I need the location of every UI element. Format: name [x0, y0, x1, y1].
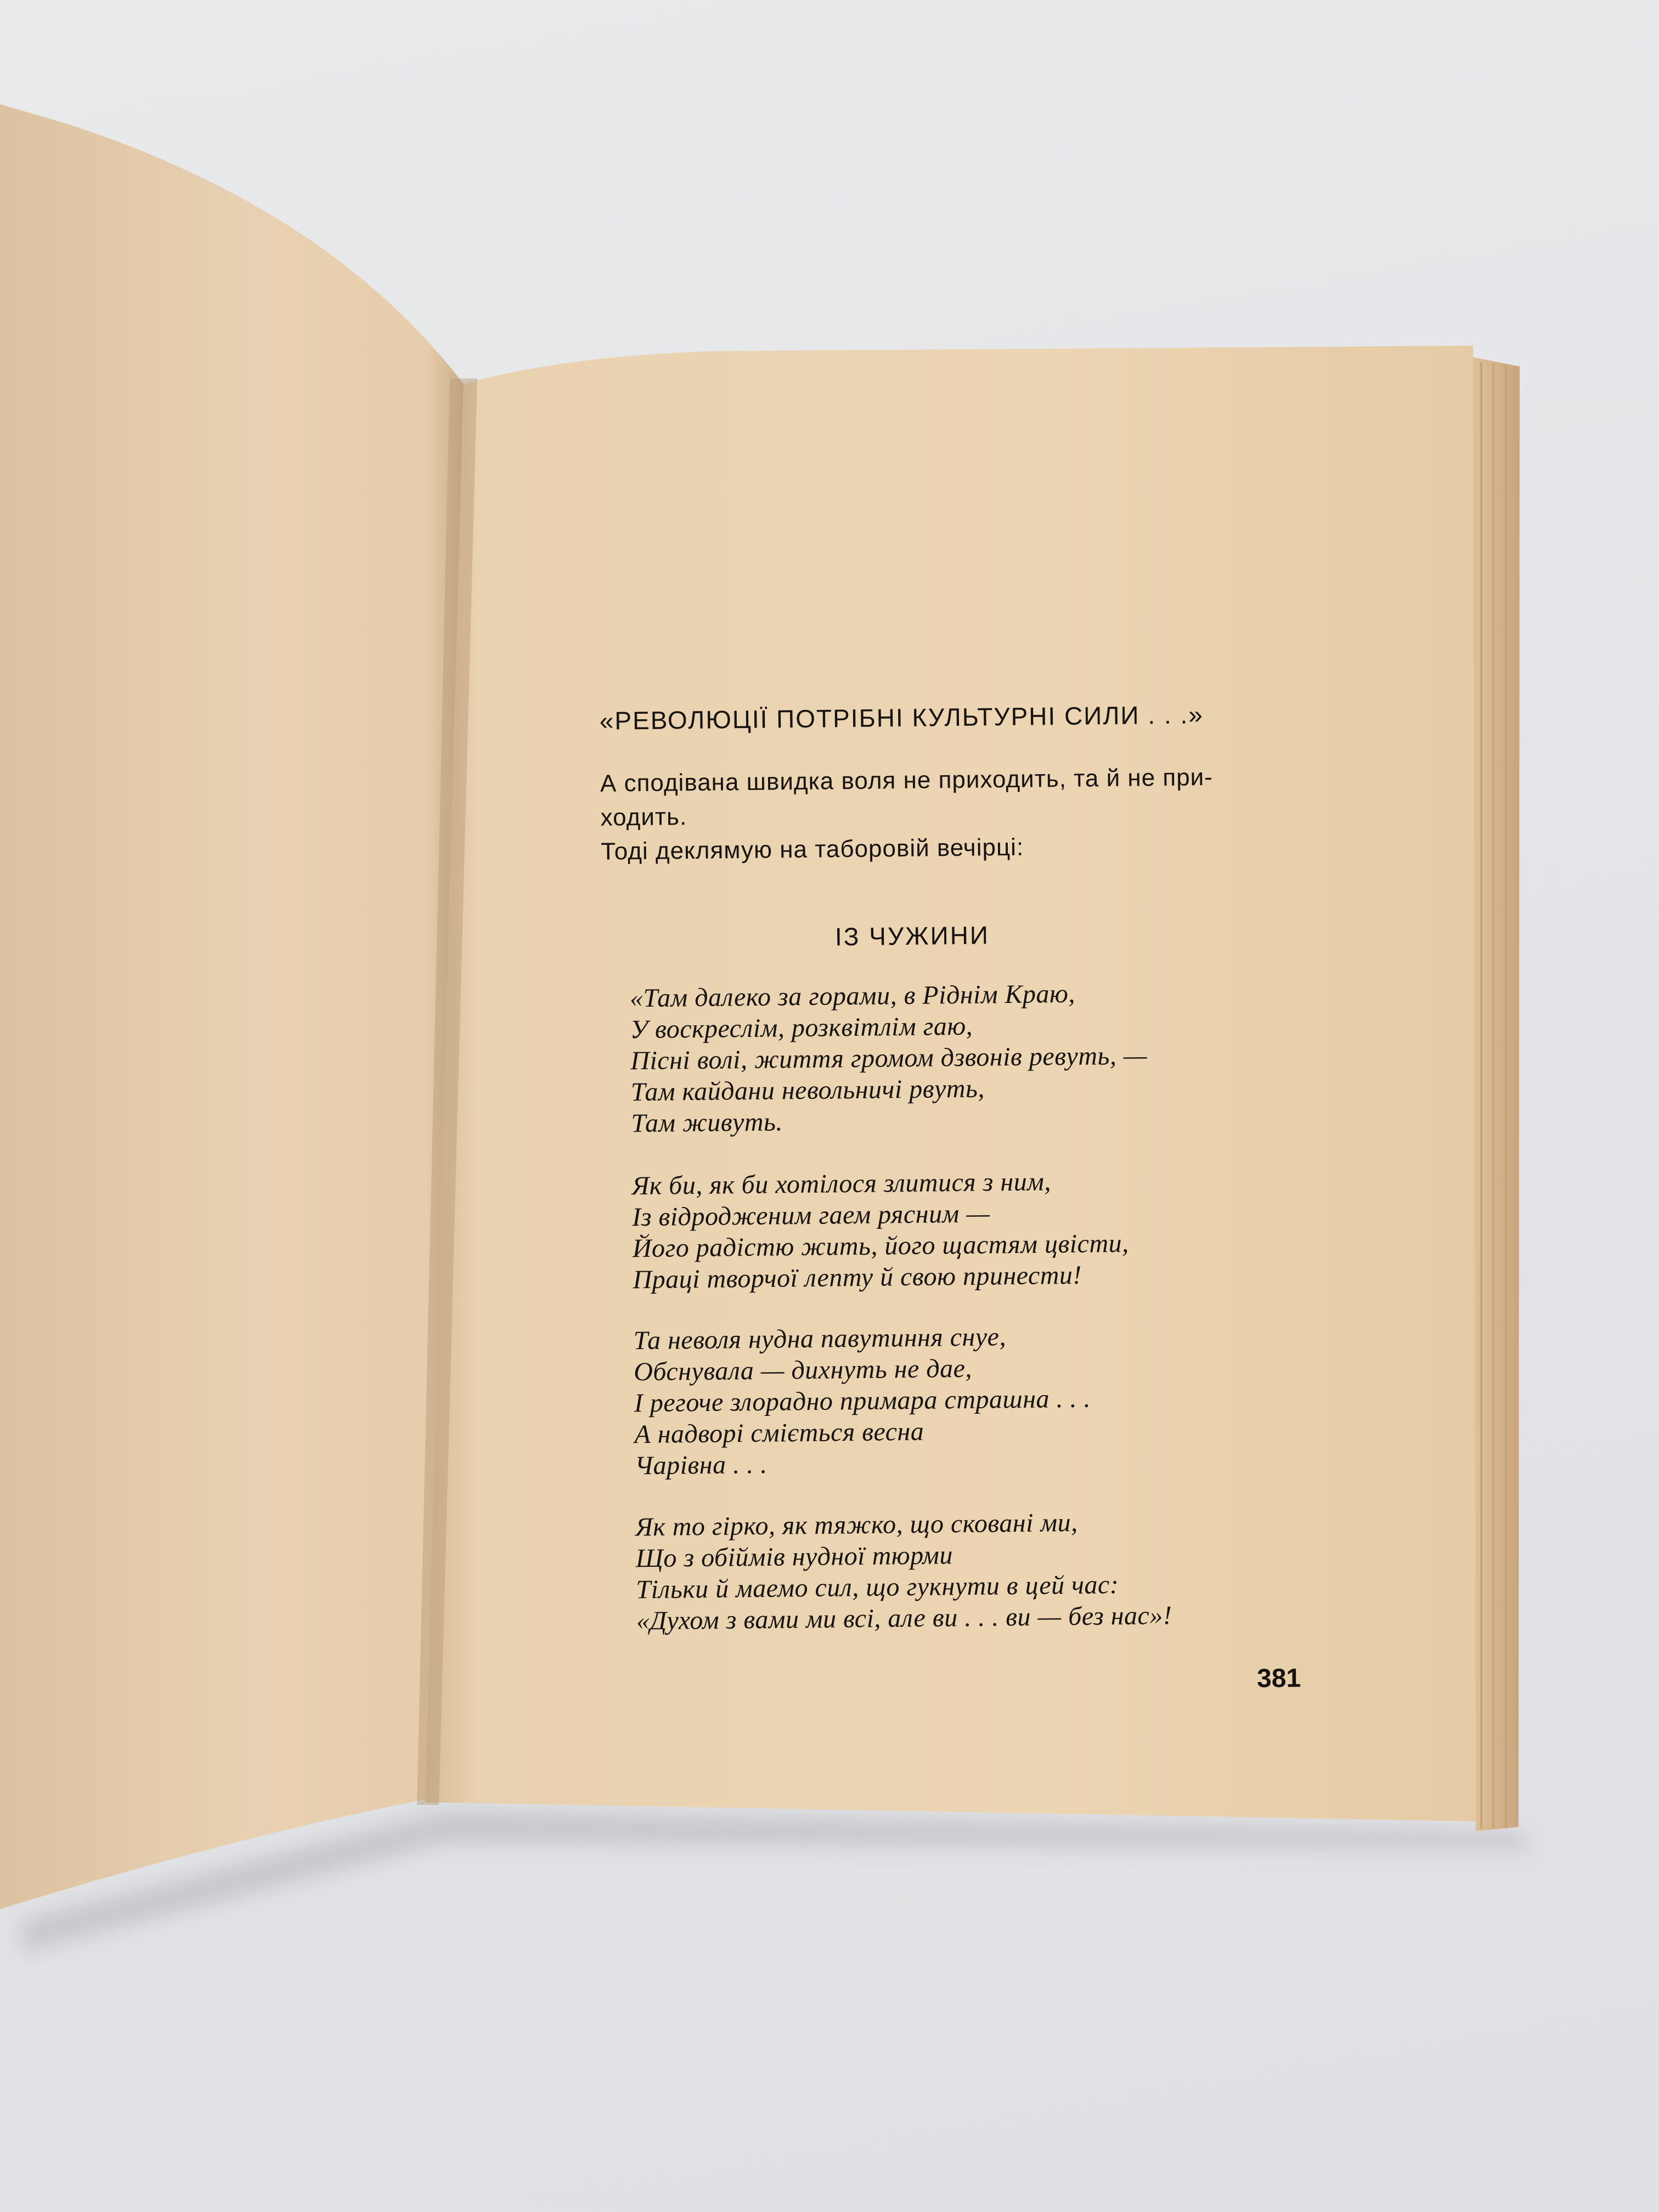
poem-line: А надворі сміється весна [634, 1417, 924, 1449]
prose-line: ходить. [600, 803, 687, 831]
poem-line: Пісні волі, життя громом дзвонів ревуть, — [630, 1041, 1148, 1076]
poem-line: Чарівна . . . [634, 1449, 768, 1481]
prose-line: Тоді деклямую на таборовій вечірці: [601, 833, 1024, 865]
poem-line: Праці творчої лепту й свою принести! [633, 1260, 1082, 1295]
poem-line: Його радістю жить, його щастям цвісти, [632, 1228, 1129, 1263]
poem-line: І регоче злорадно примара страшна . . . [634, 1384, 1091, 1418]
poem-line: Там живуть. [631, 1107, 783, 1138]
poem-line: Тільки й маемо сил, що гукнути в цей час: [636, 1570, 1119, 1605]
poem-line: Та неволя нудна павутиння снуе, [633, 1322, 1007, 1356]
chapter-heading: «РЕВОЛЮЦІЇ ПОТРІБНІ КУЛЬТУРНІ СИЛИ . . .» [599, 700, 1204, 735]
poem-line: Обснувала — дихнуть не дае, [633, 1353, 973, 1387]
poem-line: Як то гірко, як тяжко, що сковані ми, [635, 1508, 1078, 1542]
prose-line: А сподівана швидка воля не приходить, та й не при- [600, 764, 1214, 797]
poem-line: Із відродженим гаем рясним — [631, 1199, 990, 1232]
poem-line: Як би, як би хотілося злитися з ним, [631, 1167, 1052, 1201]
poem-line: У воскреслім, розквітлім гаю, [630, 1011, 973, 1045]
poem-title: ІЗ ЧУЖИНИ [834, 921, 990, 951]
poem-line: «Духом з вами ми всі, але ви . . . ви — без нас»! [636, 1600, 1172, 1636]
poem-line: Що з обіймів нудної тюрми [635, 1541, 953, 1573]
poem-line: Там кайдани невольничі рвуть, [630, 1074, 985, 1107]
page-number: 381 [1256, 1663, 1301, 1694]
poem-line: «Там далеко за горами, в Ріднім Краю, [629, 979, 1076, 1013]
